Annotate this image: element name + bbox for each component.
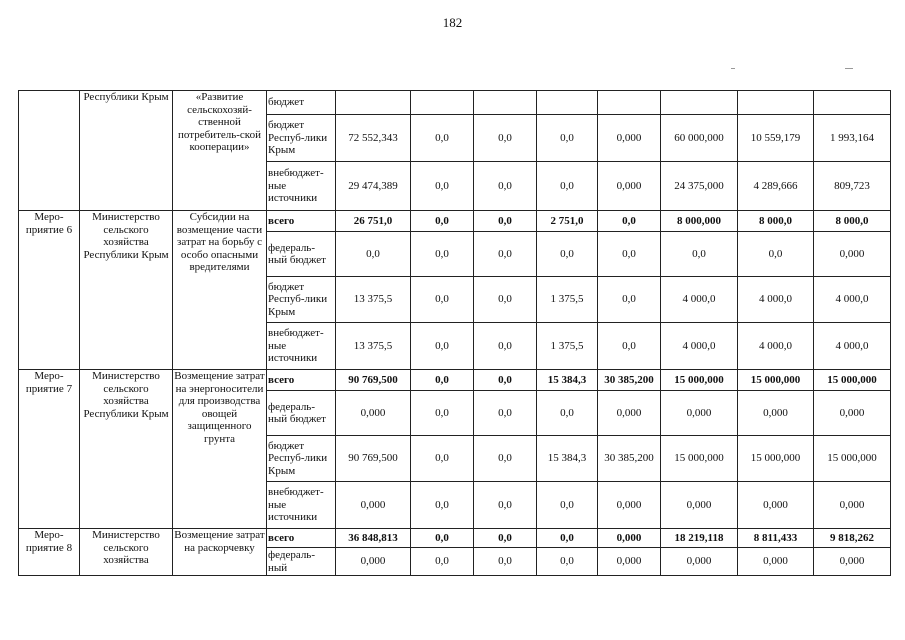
- value-cell: 0,000: [336, 482, 411, 529]
- event-cell: [19, 91, 80, 211]
- funding-source-cell: федераль-ный: [267, 548, 336, 576]
- funding-source-cell: федераль-ный бюджет: [267, 391, 336, 436]
- table-row: [19, 211, 891, 232]
- value-cell: 15 000,000: [738, 436, 814, 482]
- value-cell: 0,0: [474, 277, 537, 323]
- value-cell: 13 375,5: [336, 323, 411, 370]
- value-cell: 0,0: [474, 482, 537, 529]
- funding-source-cell: бюджет: [267, 91, 336, 115]
- executor-cell: Республики Крым: [80, 91, 173, 211]
- value-cell: 90 769,500: [336, 370, 411, 391]
- value-cell: 15 000,000: [814, 370, 891, 391]
- value-cell: 0,000: [738, 482, 814, 529]
- funding-source-cell: внебюджет-ные источники: [267, 482, 336, 529]
- value-cell: 0,0: [411, 232, 474, 277]
- program-funding-table: [18, 90, 891, 576]
- value-cell: 0,0: [411, 370, 474, 391]
- value-cell: 4 000,0: [738, 323, 814, 370]
- value-cell: 0,000: [598, 548, 661, 576]
- funding-source-cell: всего: [267, 211, 336, 232]
- value-cell: 0,0: [598, 277, 661, 323]
- value-cell: 4 000,0: [661, 277, 738, 323]
- value-cell: 0,0: [738, 232, 814, 277]
- event-cell: Меро-приятие 6: [19, 211, 80, 370]
- event-cell: Меро-приятие 8: [19, 529, 80, 576]
- value-cell: 0,0: [474, 370, 537, 391]
- description-cell: Субсидии на возмещение части затрат на борьбу с особо опасными вредителями: [173, 211, 267, 370]
- value-cell: 26 751,0: [336, 211, 411, 232]
- value-cell: 0,0: [411, 323, 474, 370]
- value-cell: 0,000: [814, 548, 891, 576]
- table-row: [19, 370, 891, 391]
- value-cell: 0,0: [411, 211, 474, 232]
- value-cell: 8 000,000: [661, 211, 738, 232]
- value-cell: 0,000: [814, 391, 891, 436]
- value-cell: [738, 91, 814, 115]
- value-cell: 0,000: [738, 391, 814, 436]
- value-cell: 4 289,666: [738, 162, 814, 211]
- value-cell: 0,0: [474, 323, 537, 370]
- funding-source-cell: федераль-ный бюджет: [267, 232, 336, 277]
- value-cell: 0,0: [474, 211, 537, 232]
- value-cell: 0,000: [598, 482, 661, 529]
- value-cell: 0,000: [598, 391, 661, 436]
- value-cell: 72 552,343: [336, 115, 411, 162]
- value-cell: 0,0: [537, 115, 598, 162]
- value-cell: 0,0: [537, 529, 598, 548]
- table-row: [19, 91, 891, 115]
- value-cell: 15 000,000: [814, 436, 891, 482]
- value-cell: 0,000: [661, 482, 738, 529]
- value-cell: 15 000,000: [738, 370, 814, 391]
- funding-source-cell: бюджет Респуб-лики Крым: [267, 277, 336, 323]
- value-cell: 0,000: [814, 482, 891, 529]
- value-cell: 30 385,200: [598, 370, 661, 391]
- value-cell: 0,0: [411, 548, 474, 576]
- value-cell: 15 384,3: [537, 436, 598, 482]
- value-cell: 1 993,164: [814, 115, 891, 162]
- value-cell: 0,0: [474, 529, 537, 548]
- value-cell: 60 000,000: [661, 115, 738, 162]
- executor-cell: Министерство сельского хозяйства: [80, 529, 173, 576]
- value-cell: 24 375,000: [661, 162, 738, 211]
- executor-cell: Министерство сельского хозяйства Республики Крым: [80, 211, 173, 370]
- value-cell: [474, 91, 537, 115]
- funding-source-cell: внебюджет-ные источники: [267, 162, 336, 211]
- value-cell: 0,0: [336, 232, 411, 277]
- value-cell: 0,0: [661, 232, 738, 277]
- margin-mark: [845, 68, 853, 69]
- description-cell: «Развитие сельскохозяй-ственной потребитель-ской кооперации»: [173, 91, 267, 211]
- value-cell: 18 219,118: [661, 529, 738, 548]
- value-cell: [661, 91, 738, 115]
- table-body: [19, 91, 891, 576]
- value-cell: 809,723: [814, 162, 891, 211]
- table-row: [19, 529, 891, 548]
- value-cell: 0,0: [598, 232, 661, 277]
- value-cell: 0,0: [474, 115, 537, 162]
- value-cell: 0,000: [661, 391, 738, 436]
- value-cell: 29 474,389: [336, 162, 411, 211]
- value-cell: 15 000,000: [661, 436, 738, 482]
- value-cell: 30 385,200: [598, 436, 661, 482]
- value-cell: 8 811,433: [738, 529, 814, 548]
- value-cell: 0,0: [537, 162, 598, 211]
- value-cell: 0,000: [814, 232, 891, 277]
- value-cell: 0,000: [598, 162, 661, 211]
- value-cell: 0,000: [598, 115, 661, 162]
- value-cell: 0,0: [537, 548, 598, 576]
- value-cell: 0,0: [537, 482, 598, 529]
- value-cell: [336, 91, 411, 115]
- value-cell: 0,000: [336, 548, 411, 576]
- value-cell: [814, 91, 891, 115]
- value-cell: 0,0: [411, 436, 474, 482]
- value-cell: 1 375,5: [537, 323, 598, 370]
- value-cell: 0,000: [661, 548, 738, 576]
- value-cell: 0,0: [474, 391, 537, 436]
- value-cell: 0,0: [411, 391, 474, 436]
- value-cell: 15 000,000: [661, 370, 738, 391]
- value-cell: 36 848,813: [336, 529, 411, 548]
- value-cell: 8 000,0: [738, 211, 814, 232]
- executor-cell: Министерство сельского хозяйства Республики Крым: [80, 370, 173, 529]
- value-cell: 0,0: [474, 162, 537, 211]
- value-cell: [598, 91, 661, 115]
- value-cell: 0,0: [411, 529, 474, 548]
- value-cell: 0,0: [598, 211, 661, 232]
- funding-source-cell: всего: [267, 370, 336, 391]
- event-cell: Меро-приятие 7: [19, 370, 80, 529]
- value-cell: 4 000,0: [814, 323, 891, 370]
- description-cell: Возмещение затрат на энергоносители для производства овощей защищенного грунта: [173, 370, 267, 529]
- value-cell: 4 000,0: [661, 323, 738, 370]
- value-cell: 0,0: [537, 232, 598, 277]
- value-cell: 90 769,500: [336, 436, 411, 482]
- value-cell: 0,0: [411, 482, 474, 529]
- value-cell: 0,0: [474, 232, 537, 277]
- description-cell: Возмещение затрат на раскорчевку: [173, 529, 267, 576]
- funding-source-cell: бюджет Респуб-лики Крым: [267, 115, 336, 162]
- program-funding-table-wrapper: [18, 90, 891, 576]
- funding-source-cell: бюджет Респуб-лики Крым: [267, 436, 336, 482]
- value-cell: 10 559,179: [738, 115, 814, 162]
- value-cell: 9 818,262: [814, 529, 891, 548]
- value-cell: 2 751,0: [537, 211, 598, 232]
- value-cell: 0,0: [474, 436, 537, 482]
- value-cell: [537, 91, 598, 115]
- page-number: 182: [442, 15, 463, 30]
- value-cell: 4 000,0: [738, 277, 814, 323]
- value-cell: 15 384,3: [537, 370, 598, 391]
- funding-source-cell: всего: [267, 529, 336, 548]
- funding-source-cell: внебюджет-ные источники: [267, 323, 336, 370]
- value-cell: 0,0: [411, 162, 474, 211]
- value-cell: [411, 91, 474, 115]
- value-cell: 13 375,5: [336, 277, 411, 323]
- value-cell: 0,0: [411, 115, 474, 162]
- value-cell: 8 000,0: [814, 211, 891, 232]
- value-cell: 0,000: [738, 548, 814, 576]
- margin-mark: [731, 68, 735, 69]
- value-cell: 0,0: [411, 277, 474, 323]
- value-cell: 0,000: [336, 391, 411, 436]
- value-cell: 0,0: [598, 323, 661, 370]
- value-cell: 0,000: [598, 529, 661, 548]
- value-cell: 0,0: [474, 548, 537, 576]
- value-cell: 0,0: [537, 391, 598, 436]
- value-cell: 4 000,0: [814, 277, 891, 323]
- value-cell: 1 375,5: [537, 277, 598, 323]
